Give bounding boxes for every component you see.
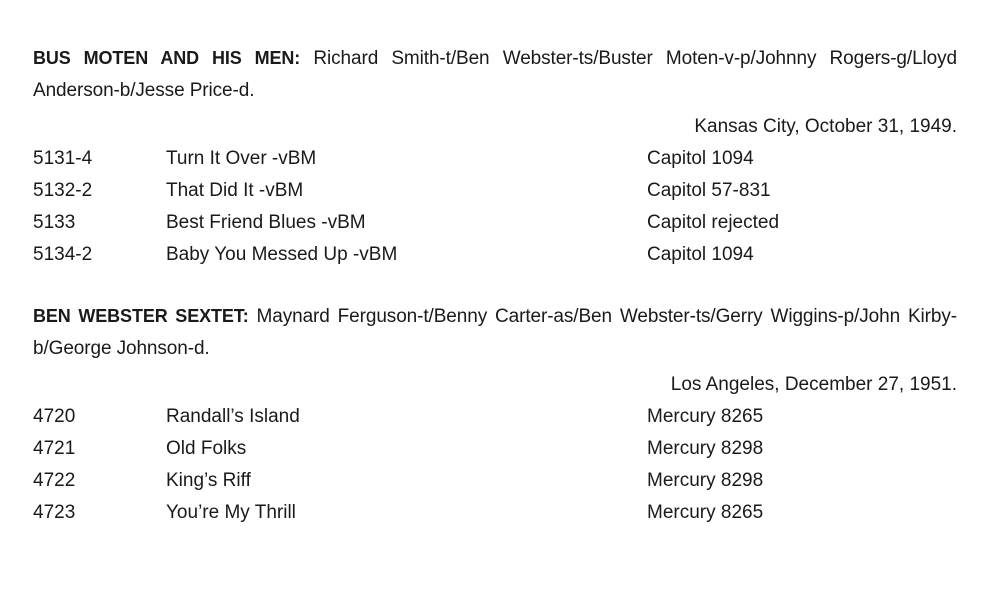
matrix-number: 4722: [33, 470, 76, 491]
track-row: [33, 497, 957, 529]
track-row: [33, 465, 957, 497]
session-ben-webster-sextet: [33, 300, 957, 529]
track-title: Best Friend Blues -vBM: [166, 212, 366, 233]
place-date: Los Angeles, December 27, 1951.: [670, 374, 957, 395]
track-title: King’s Riff: [166, 470, 251, 491]
issue-label: Capitol rejected: [647, 212, 780, 233]
track-row: [33, 239, 957, 271]
track-row: [33, 401, 957, 433]
matrix-number: 4723: [33, 502, 76, 523]
track-title: Randall’s Island: [166, 406, 300, 427]
matrix-number: 5133: [33, 212, 76, 233]
session-bus-moten: [33, 42, 957, 271]
issue-label: Mercury 8265: [647, 502, 764, 523]
track-title: That Did It -vBM: [166, 180, 304, 201]
issue-label: Mercury 8298: [647, 438, 764, 459]
band-leader-heading: BUS MOTEN AND HIS MEN:: [33, 48, 301, 68]
track-list: [33, 143, 957, 271]
personnel-list: Richard Smith-t/Ben Webster-ts/Buster Moten-v-p/Johnny Rogers-g/Lloyd Anderson-b/Jesse Price-d.: [33, 48, 957, 101]
issue-label: Capitol 1094: [647, 244, 754, 265]
track-title: You’re My Thrill: [166, 502, 296, 523]
track-row: [33, 207, 957, 239]
track-list: [33, 401, 957, 529]
matrix-number: 4721: [33, 438, 76, 459]
track-title: Turn It Over -vBM: [166, 148, 317, 169]
issue-label: Capitol 1094: [647, 148, 754, 169]
issue-label: Mercury 8265: [647, 406, 764, 427]
track-row: [33, 175, 957, 207]
place-date: Kansas City, October 31, 1949.: [694, 116, 957, 137]
track-title: Baby You Messed Up -vBM: [166, 244, 398, 265]
issue-label: Capitol 57-831: [647, 180, 771, 201]
matrix-number: 5134-2: [33, 244, 93, 265]
track-row: [33, 143, 957, 175]
issue-label: Mercury 8298: [647, 470, 764, 491]
matrix-number: 4720: [33, 406, 76, 427]
band-leader-heading: BEN WEBSTER SEXTET:: [33, 306, 249, 326]
track-title: Old Folks: [166, 438, 247, 459]
personnel-list: Maynard Ferguson-t/Benny Carter-as/Ben Webster-ts/Gerry Wiggins-p/John Kirby-b/George Johnson-d.: [33, 306, 957, 359]
personnel-paragraph: [33, 42, 957, 107]
track-row: [33, 433, 957, 465]
matrix-number: 5131-4: [33, 148, 93, 169]
matrix-number: 5132-2: [33, 180, 93, 201]
personnel-paragraph: [33, 300, 957, 365]
